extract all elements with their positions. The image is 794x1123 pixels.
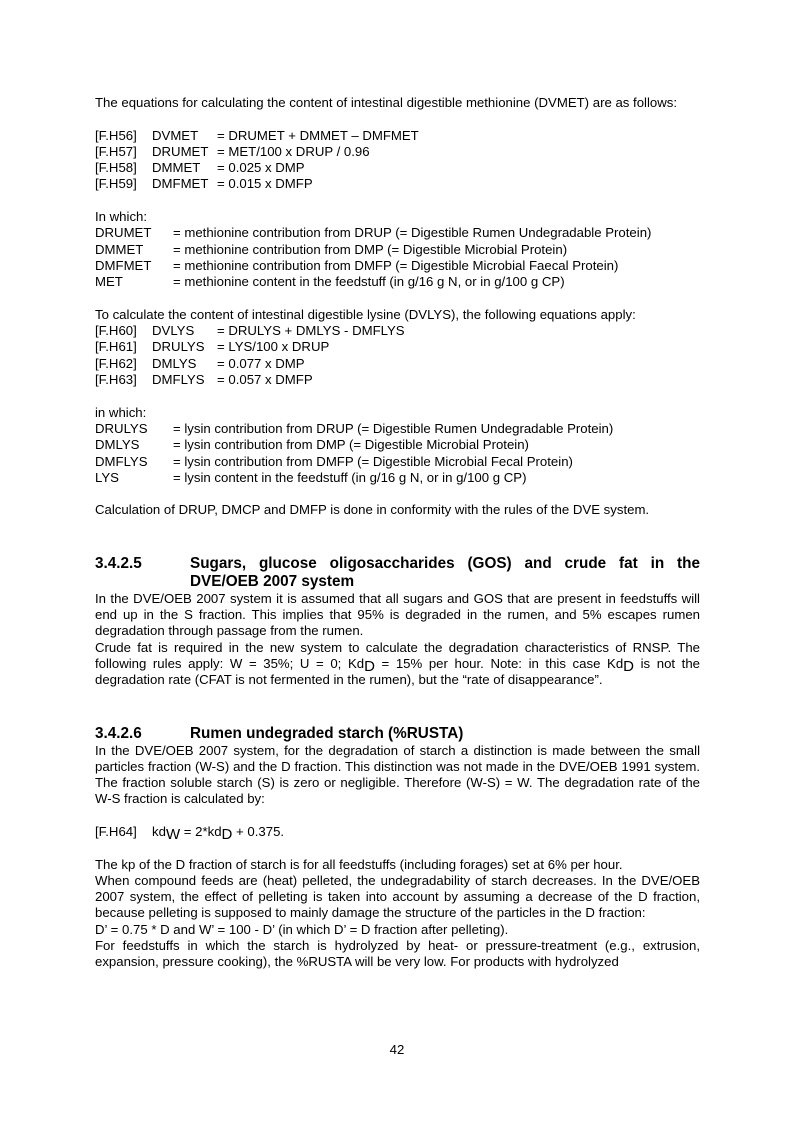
definition-text: = lysin contribution from DMP (= Digestible Microbial Protein): [173, 437, 529, 453]
definition-row: [95, 470, 700, 486]
definition-row: [95, 258, 700, 274]
equation-variable: DMLYS: [152, 355, 197, 371]
equation-row: [95, 176, 700, 192]
in-which-label: in which:: [95, 404, 147, 420]
section-heading-sugars: [95, 555, 700, 591]
definition-term: DMMET: [95, 241, 144, 257]
paragraph-crude-fat: [95, 640, 700, 689]
equation-code: [F.H64]: [95, 823, 137, 839]
equation-variable: DMFMET: [152, 176, 209, 192]
definition-text: = lysin content in the feedstuff (in g/16 g N, or in g/100 g CP): [173, 469, 527, 485]
equation-code: [F.H61]: [95, 339, 137, 355]
text-run: = 15% per hour. Note: in this case Kd: [374, 655, 624, 671]
equation-code: [F.H60]: [95, 323, 137, 339]
definition-term: DMLYS: [95, 437, 140, 453]
equation-expression: = DRULYS + DMLYS - DMFLYS: [217, 323, 405, 339]
text-run: Crude fat is required in the new system to calculate the degradation characteristics of RNSP. The following rules apply: W = 35%; U = 0; Kd: [95, 639, 700, 671]
definition-row: [95, 437, 700, 453]
equation-row: [95, 339, 700, 355]
definition-term: DRUMET: [95, 225, 152, 241]
definition-text: = methionine contribution from DMP (= Digestible Microbial Protein): [173, 241, 568, 257]
paragraph-d-prime: D’ = 0.75 * D and W’ = 100 - D’ (in which D’ = D fraction after pelleting).: [95, 921, 509, 937]
equations-lys: [95, 323, 700, 388]
definition-text: = methionine contribution from DRUP (= Digestible Rumen Undegradable Protein): [173, 225, 652, 241]
subscript: D: [364, 657, 375, 675]
section-number: 3.4.2.6: [95, 724, 142, 742]
definition-text: = methionine content in the feedstuff (in g/16 g N, or in g/100 g CP): [173, 274, 565, 290]
definition-text: = lysin contribution from DMFP (= Digestible Microbial Fecal Protein): [173, 453, 573, 469]
equation-code: [F.H59]: [95, 176, 137, 192]
paragraph-calc-note: Calculation of DRUP, DMCP and DMFP is done in conformity with the rules of the DVE system.: [95, 502, 650, 518]
definition-row: [95, 242, 700, 258]
definition-term: MET: [95, 274, 123, 290]
equation-row: [95, 372, 700, 388]
paragraph-pelleting: When compound feeds are (heat) pelleted, the undegradability of starch decreases. In the DVE/OEB 2007 system, the effect of pelleting is taken into account by assuming a decrease of the D fraction, because pelleting is supposed to mainly damage the structure of the particles in the D fraction:: [95, 872, 700, 921]
text-run: is not the degradation rate (CFAT is not fermented in the rumen), but the “rate of disappearance”.: [95, 655, 700, 688]
section-title: Sugars, glucose oligosaccharides (GOS) and crude fat in the DVE/OEB 2007 system: [190, 554, 700, 590]
equation-variable: DRULYS: [152, 339, 205, 355]
definition-term: DRULYS: [95, 420, 148, 436]
definition-row: [95, 274, 700, 290]
equation-variable: DMMET: [152, 160, 201, 176]
equation-code: [F.H62]: [95, 355, 137, 371]
definition-text: = methionine contribution from DMFP (= Digestible Microbial Faecal Protein): [173, 257, 619, 273]
text-run: + 0.375.: [232, 823, 285, 839]
definitions-met: [95, 225, 700, 290]
section-title: Rumen undegraded starch (%RUSTA): [190, 724, 464, 742]
equation-variable: DVMET: [152, 127, 199, 143]
equation-row: [95, 323, 700, 339]
equations-met: [95, 128, 700, 193]
equation-variable: DRUMET: [152, 143, 209, 159]
page-content: [95, 95, 700, 971]
paragraph-intro-met: The equations for calculating the content of intestinal digestible methionine (DVMET) are as follows:: [95, 95, 678, 110]
subscript: D: [221, 825, 233, 843]
section-number: 3.4.2.5: [95, 554, 142, 572]
equation-expression: = 0.077 x DMP: [217, 355, 305, 371]
equation-fh64: [95, 823, 700, 843]
equation-variable: DVLYS: [152, 323, 195, 339]
paragraph-starch-intro: In the DVE/OEB 2007 system, for the degradation of starch a distinction is made between the small particles fraction (W-S) and the D fraction. This distinction was not made in the DVE/OEB 1991 system. The fraction soluble starch (S) is zero or negligible. Therefore (W-S) = W. The degradation rate of the W-S fraction is calculated by:: [95, 742, 700, 807]
paragraph-intro-lys: To calculate the content of intestinal digestible lysine (DVLYS), the following equations apply:: [95, 306, 636, 322]
equation-expression: = 0.015 x DMFP: [217, 176, 313, 192]
equation-row: [95, 144, 700, 160]
equation-expression: = LYS/100 x DRUP: [217, 339, 330, 355]
definition-term: DMFLYS: [95, 453, 148, 469]
definition-row: [95, 421, 700, 437]
equation-variable: DMFLYS: [152, 372, 205, 388]
definition-text: = lysin contribution from DRUP (= Digestible Rumen Undegradable Protein): [173, 420, 614, 436]
definition-row: [95, 454, 700, 470]
definition-term: DMFMET: [95, 257, 152, 273]
section-heading-starch: [95, 725, 700, 743]
equation-row: [95, 128, 700, 144]
equation-row: [95, 160, 700, 176]
equation-code: [F.H63]: [95, 372, 137, 388]
definition-term: LYS: [95, 469, 119, 485]
equation-code: [F.H58]: [95, 160, 137, 176]
equation-expression: = 0.025 x DMP: [217, 160, 305, 176]
subscript: D: [623, 657, 634, 675]
paragraph-sugars: In the DVE/OEB 2007 system it is assumed that all sugars and GOS that are present in feedstuffs will end up in the S fraction. This implies that 95% is degraded in the rumen, and 5% escapes rumen degradation through passage from the rumen.: [95, 590, 700, 639]
equation-expression: = 0.057 x DMFP: [217, 372, 313, 388]
equation-code: [F.H57]: [95, 143, 137, 159]
equation-expression: = DRUMET + DMMET – DMFMET: [217, 127, 419, 143]
paragraph-hydrolyzed: For feedstuffs in which the starch is hydrolyzed by heat- or pressure-treatment (e.g., extrusion, expansion, pressure cooking), the %RUSTA will be very low. For products with hydrolyzed: [95, 938, 700, 970]
page-number: 42: [389, 1042, 405, 1057]
equation-code: [F.H56]: [95, 127, 137, 143]
text-run: = 2*kd: [180, 823, 222, 839]
paragraph-kp: The kp of the D fraction of starch is for all feedstuffs (including forages) set at 6% per hour.: [95, 856, 623, 872]
equation-expression: = MET/100 x DRUP / 0.96: [217, 143, 370, 159]
definition-row: [95, 225, 700, 241]
definitions-lys: [95, 421, 700, 486]
subscript: W: [165, 825, 181, 843]
in-which-label: In which:: [95, 209, 148, 225]
text-run: kd: [152, 823, 166, 839]
equation-row: [95, 356, 700, 372]
